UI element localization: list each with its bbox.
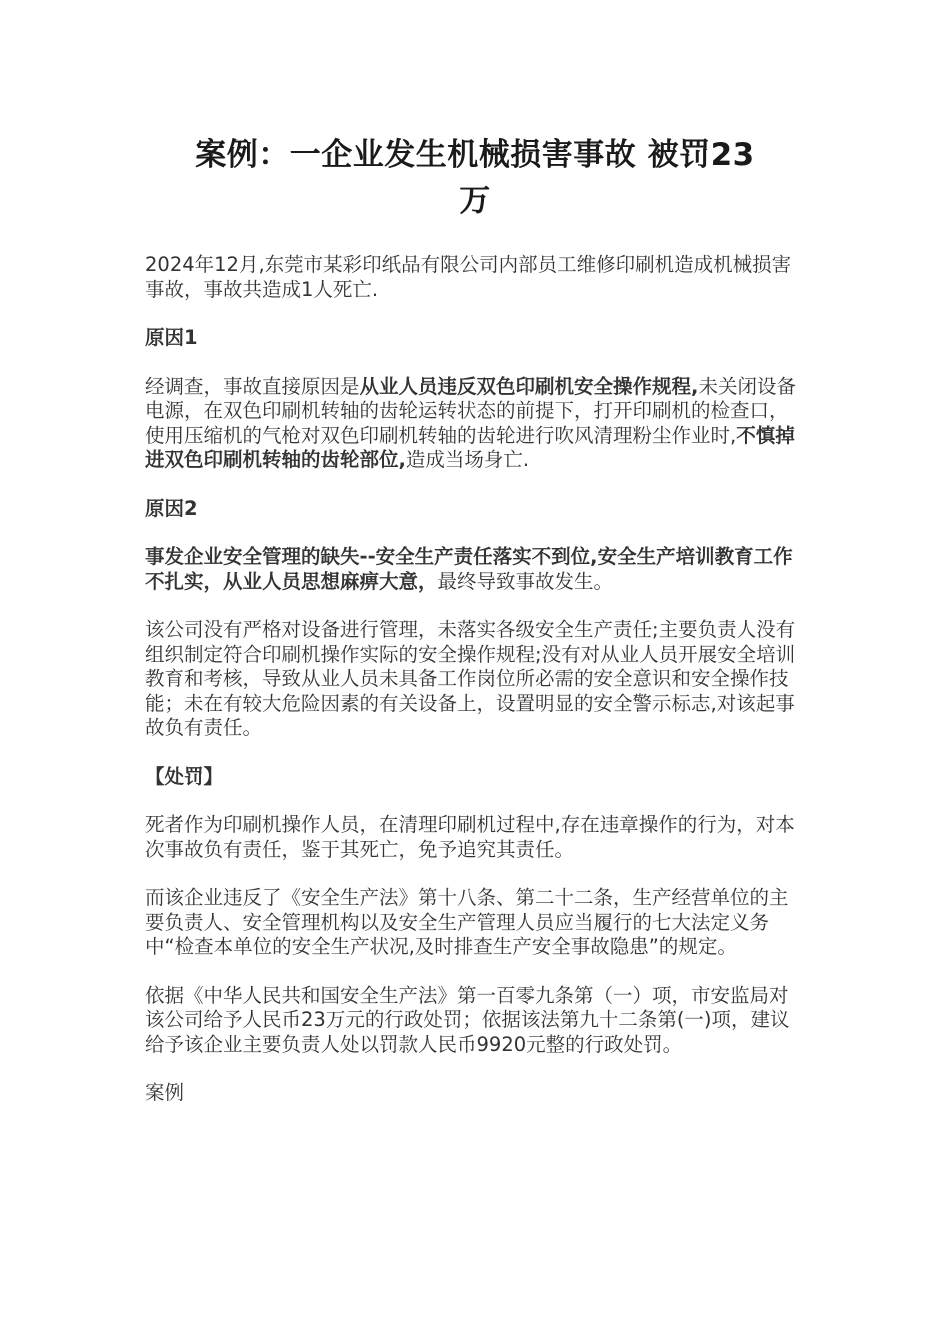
intro-paragraph: 2024年12月,东莞市某彩印纸品有限公司内部员工维修印刷机造成机械损害事故，事故共造成1人死亡.	[145, 253, 792, 301]
cause2-text: 最终导致事故发生。	[437, 569, 614, 593]
cause2-detail-paragraph: 该公司没有严格对设备进行管理，未落实各级安全生产责任;主要负责人没有组织制定符合印刷机操作实际的安全操作规程;没有对从业人员开展安全培训教育和考核，导致从业人员未具备工作岗位所必需的安全意识和安全操作技能；未在有较大危险因素的有关设备上，设置明显的安全警示标志,对该起事故负有责任。	[145, 618, 796, 739]
penalty-paragraph-3: 依据《中华人民共和国安全生产法》第一百零九条第（一）项，市安监局对该公司给予人民币23万元的行政处罚；依据该法第九十二条第(一)项，建议给予该企业主要负责人处以罚款人民币9920元整的行政处罚。	[145, 983, 790, 1056]
cause2-paragraph	[145, 545, 805, 594]
cause1-bold-2: 不慎掉进双色印刷机转轴的齿轮部位,	[145, 423, 795, 471]
cause1-text-3: 造成当场身亡.	[405, 448, 530, 471]
cause1-bold-1: 从业人员违反双色印刷机安全操作规程,	[359, 374, 699, 398]
page-title	[145, 132, 805, 224]
cause2-heading: 原因2	[145, 496, 198, 520]
cause2-bold: 事发企业安全管理的缺失--安全生产责任落实不到位,安全生产培训教育工作不扎实，从业人员思想麻痹大意，	[145, 545, 793, 593]
penalty-paragraph-2: 而该企业违反了《安全生产法》第十八条、第二十二条，生产经营单位的主要负责人、安全管理机构以及安全生产管理人员应当履行的七大法定义务中“检查本单位的安全生产状况,及时排查生产安全事故隐患”的规定。	[145, 886, 789, 958]
penalty-heading: 【处罚】	[145, 764, 224, 788]
article	[145, 0, 805, 1106]
footer-text: 案例	[145, 1081, 185, 1104]
cause1-text-2: 未关闭设备电源，在双色印刷机转轴的齿轮运转状态的前提下，打开印刷机的检查口，使用压缩机的气枪对双色印刷机转轴的齿轮进行吹风清理粉尘作业时,	[145, 374, 796, 447]
cause1-paragraph	[145, 375, 805, 473]
cause1-heading: 原因1	[145, 326, 198, 349]
penalty-paragraph-1: 死者作为印刷机操作人员，在清理印刷机过程中,存在违章操作的行为，对本次事故负有责任，鉴于其死亡，免予追究其责任。	[145, 813, 795, 861]
title-line-2: 万	[459, 183, 491, 219]
cause1-text-1: 经调查，事故直接原因是	[145, 374, 360, 398]
title-line-1: 案例：一企业发生机械损害事故 被罚23	[195, 137, 755, 173]
